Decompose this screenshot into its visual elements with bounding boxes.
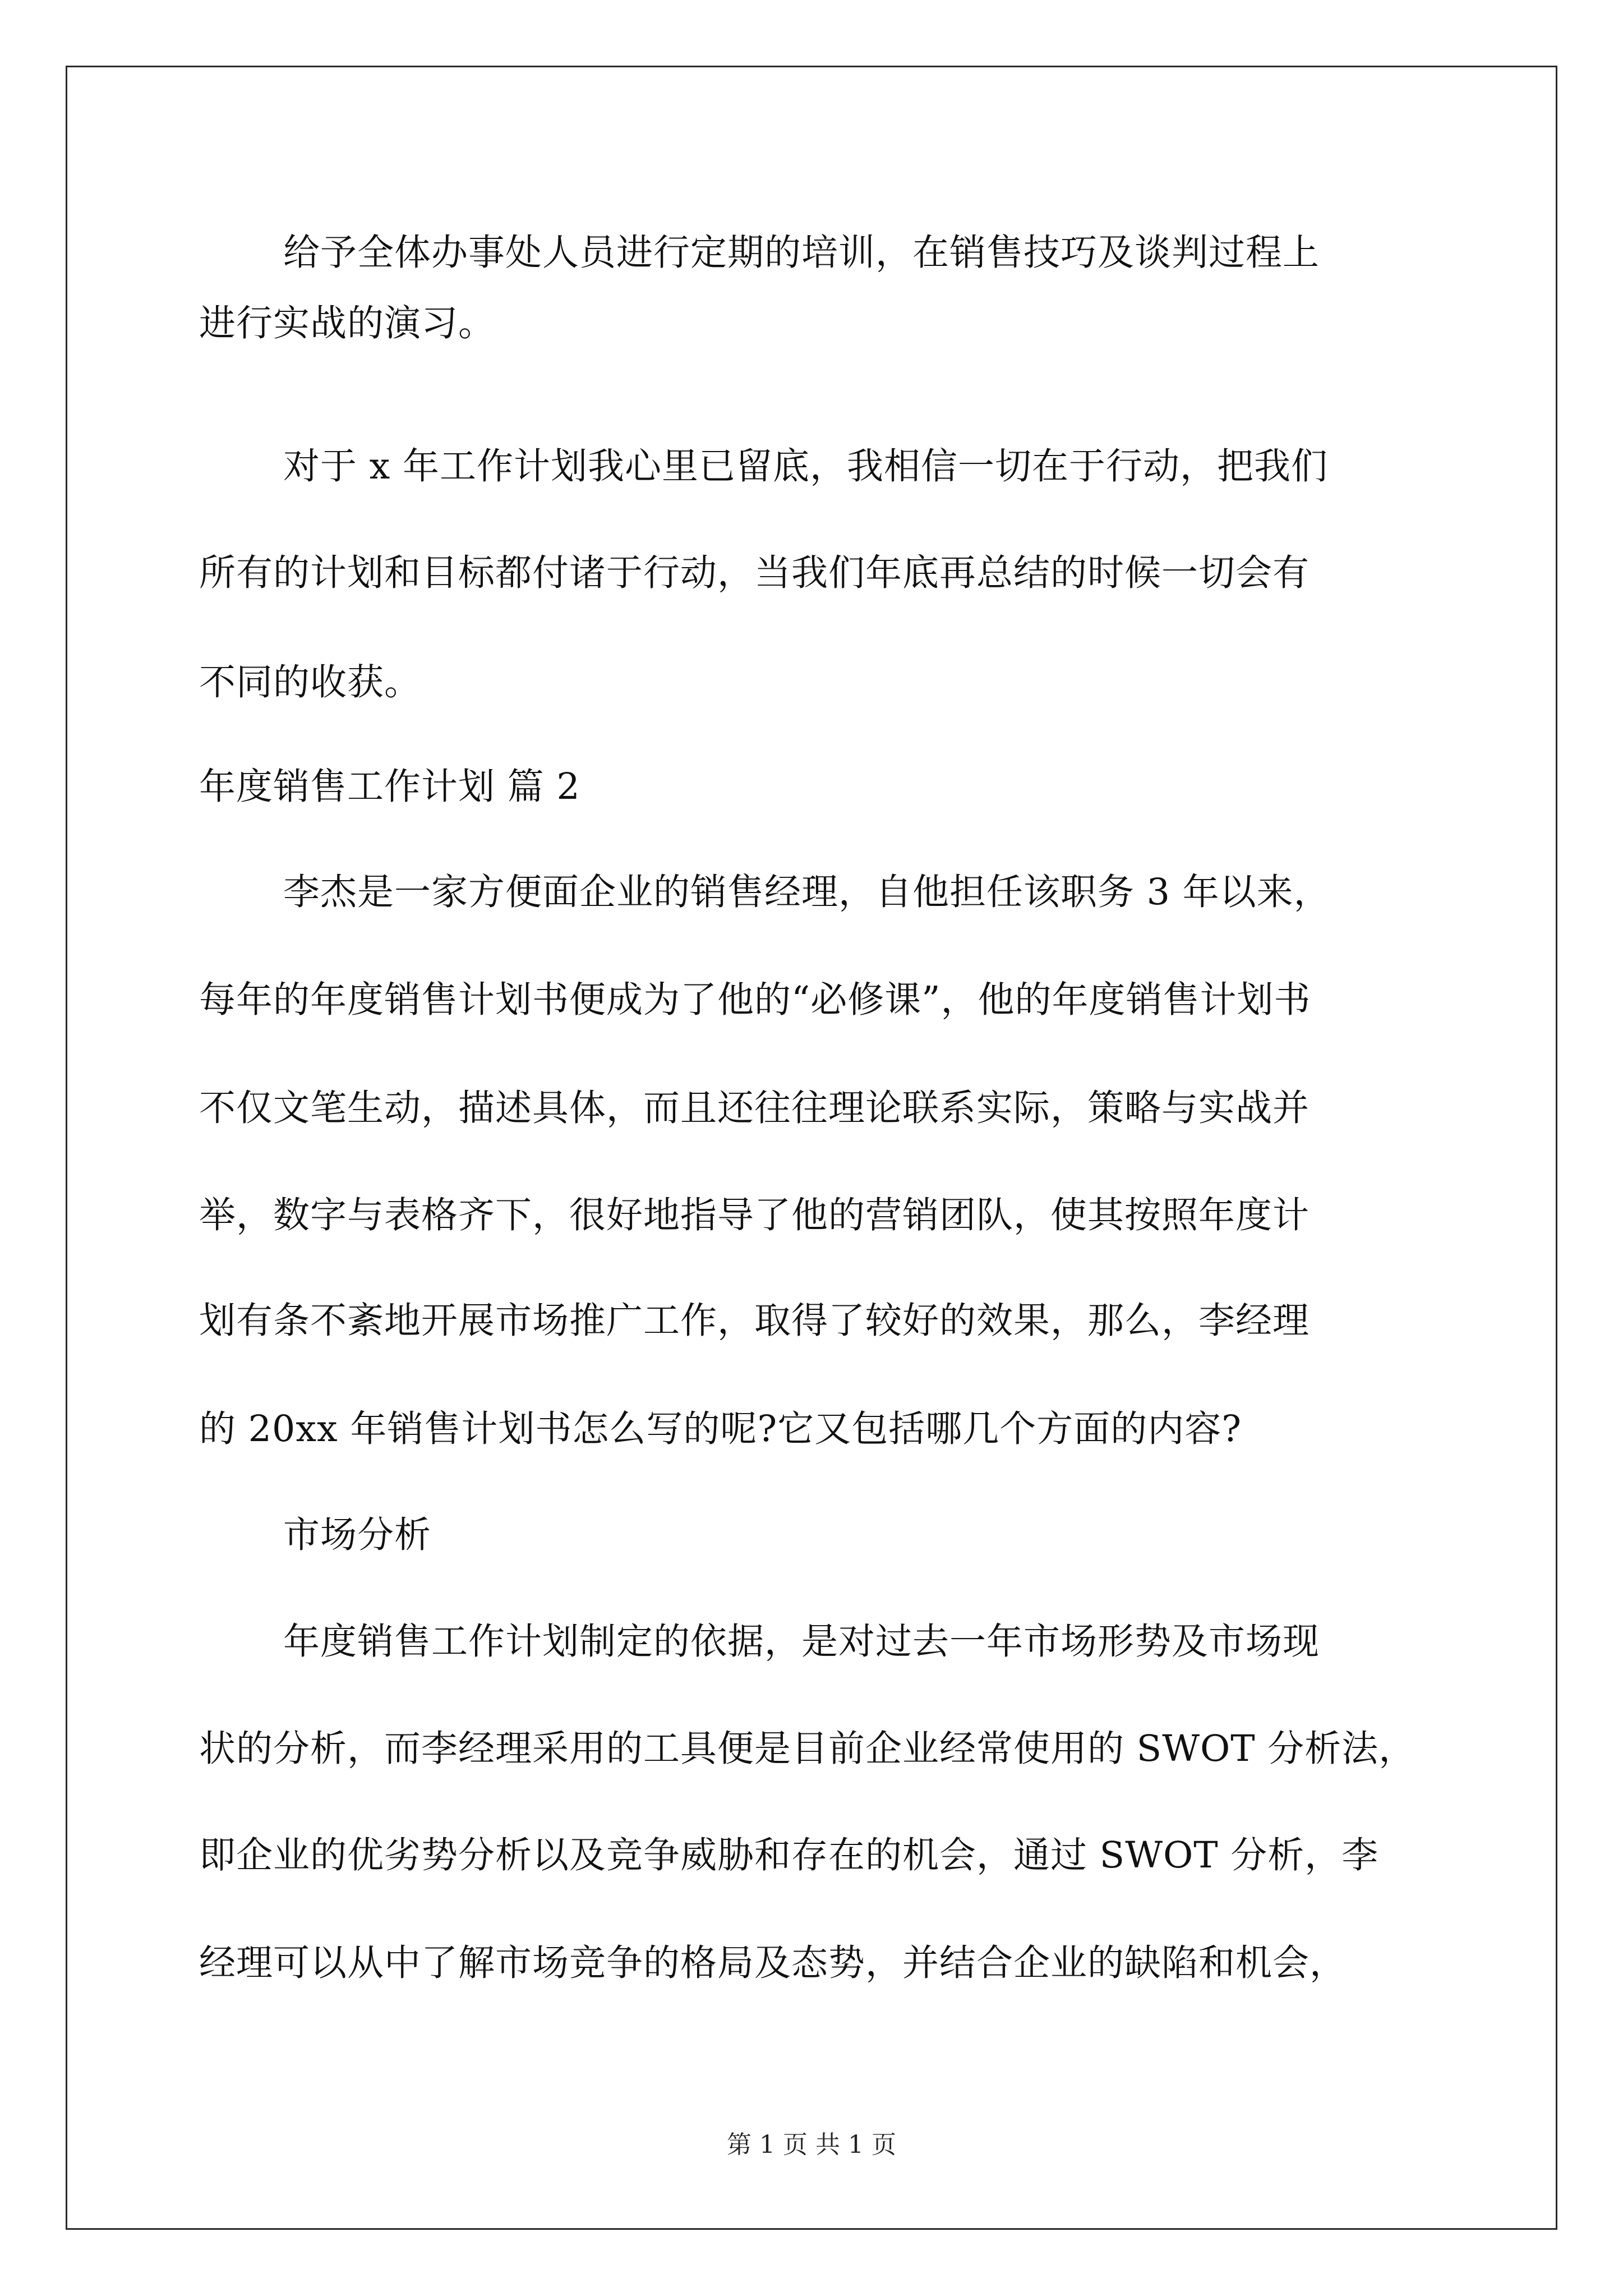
- paragraph-line: 年度销售工作计划制定的依据，是对过去一年市场形势及市场现: [283, 1621, 1320, 1663]
- paragraph-line: 状的分析，而李经理采用的工具便是目前企业经常使用的 SWOT 分析法，: [199, 1728, 1416, 1770]
- paragraph-line: 划有条不紊地开展市场推广工作，取得了较好的效果，那么，李经理: [199, 1300, 1310, 1342]
- paragraph-line: 所有的计划和目标都付诸于行动，当我们年底再总结的时候一切会有: [199, 552, 1310, 594]
- paragraph-line: 每年的年度销售计划书便成为了他的“必修课”，他的年度销售计划书: [199, 979, 1311, 1021]
- paragraph-line: 不同的收获。: [199, 661, 422, 703]
- paragraph-line: 经理可以从中了解市场竞争的格局及态势，并结合企业的缺陷和机会，: [199, 1942, 1347, 1984]
- paragraph-line: 不仅文笔生动，描述具体，而且还往往理论联系实际，策略与实战并: [199, 1087, 1310, 1129]
- page-number-footer: 第 1 页 共 1 页: [727, 2131, 896, 2159]
- paragraph-line: 李杰是一家方便面企业的销售经理，自他担任该职务 3 年以来，: [283, 871, 1331, 913]
- page-border: [66, 66, 1557, 2230]
- subheading: 市场分析: [283, 1514, 432, 1556]
- paragraph-line: 的 20xx 年销售计划书怎么写的呢?它又包括哪几个方面的内容?: [199, 1408, 1242, 1450]
- paragraph-line: 举，数字与表格齐下，很好地指导了他的营销团队，使其按照年度计: [199, 1194, 1310, 1236]
- section-heading: 年度销售工作计划 篇 2: [199, 766, 580, 808]
- paragraph-line: 对于 x 年工作计划我心里已留底，我相信一切在于行动，把我们: [283, 445, 1328, 487]
- paragraph-line: 给予全体办事处人员进行定期的培训，在销售技巧及谈判过程上: [283, 232, 1320, 274]
- paragraph-line: 即企业的优劣势分析以及竞争威胁和存在的机会，通过 SWOT 分析，李: [199, 1834, 1379, 1876]
- paragraph-line: 进行实战的演习。: [199, 302, 496, 344]
